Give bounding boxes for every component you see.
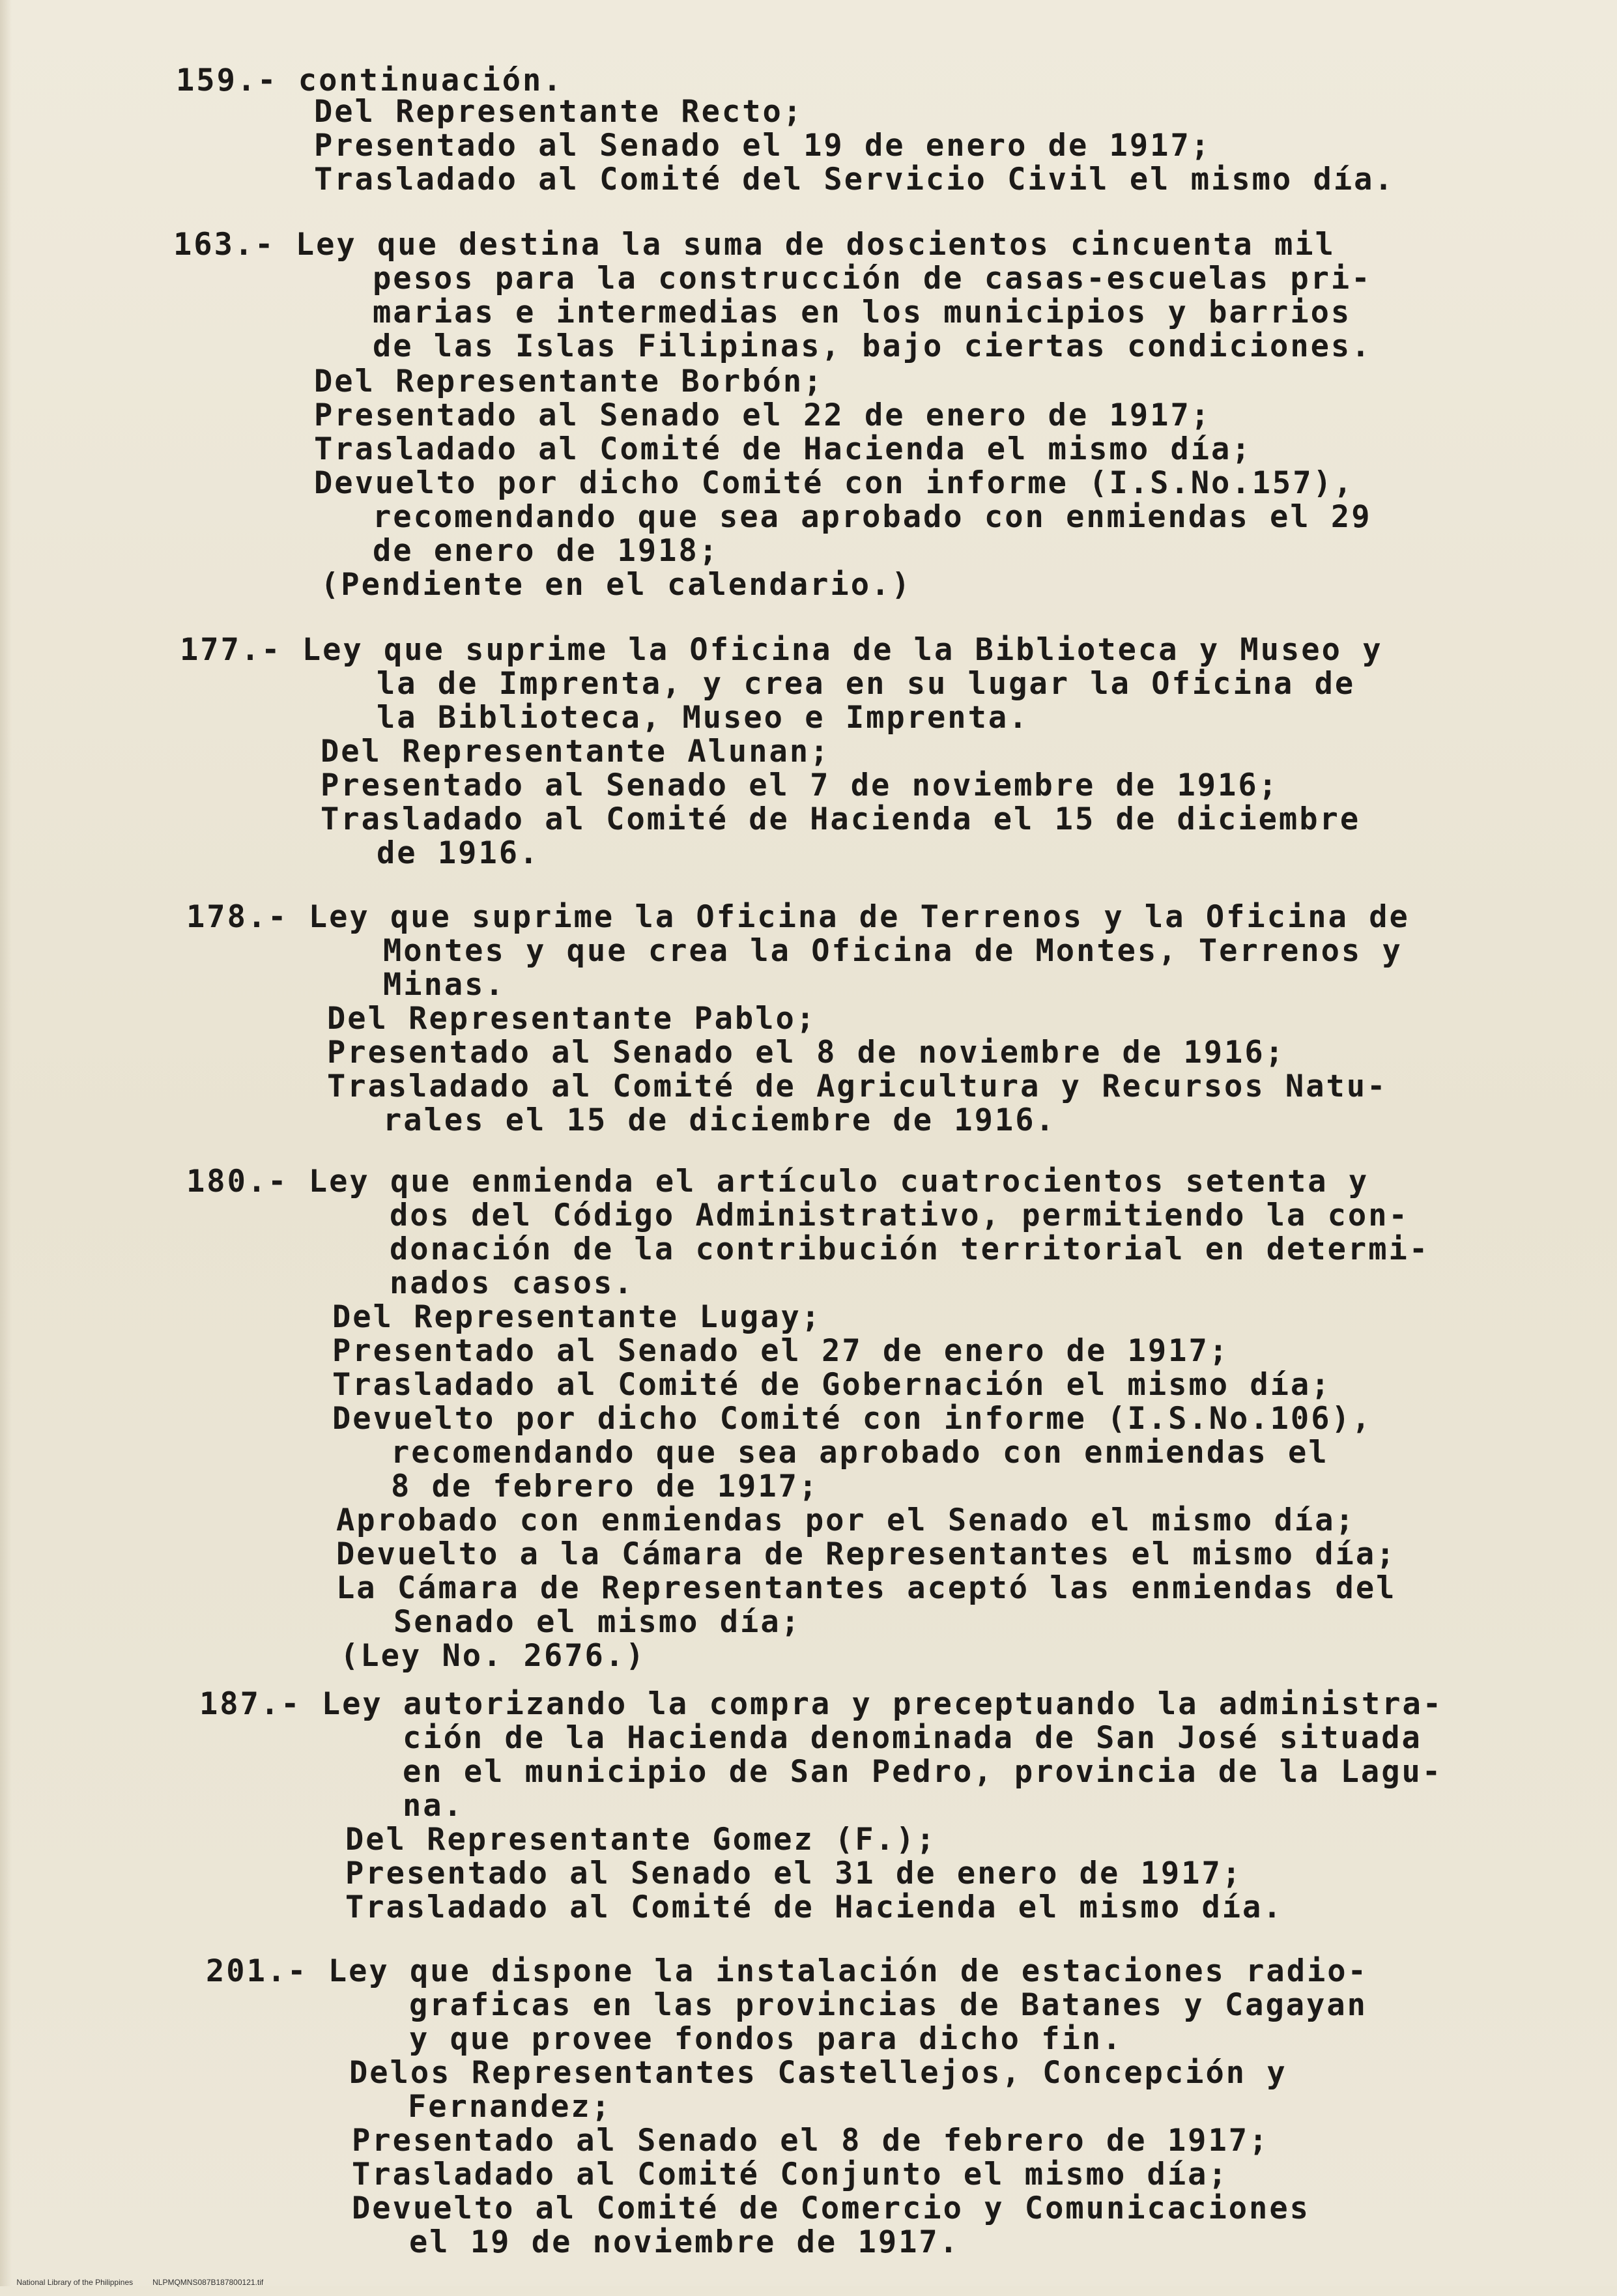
entry-line: Devuelto por dicho Comité con informe (I.S.No.157), xyxy=(314,465,1354,501)
entry-line: de las Islas Filipinas, bajo ciertas condiciones. xyxy=(373,328,1372,364)
entry-line: y que provee fondos para dicho fin. xyxy=(409,2021,1123,2057)
entry-line: 177.- Ley que suprime la Oficina de la Biblioteca y Museo y xyxy=(180,632,1383,668)
page-edge-shadow xyxy=(0,0,12,2286)
entry-line: Senado el mismo día; xyxy=(394,1604,801,1640)
entry-line: (Pendiente en el calendario.) xyxy=(321,567,912,603)
entry-line: 201.- Ley que dispone la instalación de estaciones radio- xyxy=(206,1953,1368,1989)
entry-line: 180.- Ley que enmienda el artículo cuatrocientos setenta y xyxy=(186,1164,1369,1199)
entry-line: 8 de febrero de 1917; xyxy=(391,1469,820,1504)
entry-line: 178.- Ley que suprime la Oficina de Terrenos y la Oficina de xyxy=(186,899,1410,935)
entry-line: Presentado al Senado el 8 de febrero de 1917; xyxy=(352,2123,1270,2159)
entry-line: donación de la contribución territorial en determi- xyxy=(390,1231,1430,1267)
entry-line: Fernandez; xyxy=(408,2089,612,2125)
entry-line: 187.- Ley autorizando la compra y preceptuando la administra- xyxy=(199,1686,1444,1722)
entry-line: ción de la Hacienda denominada de San José situada xyxy=(403,1720,1422,1756)
entry-line: Devuelto a la Cámara de Representantes el mismo día; xyxy=(336,1536,1397,1572)
entry-line: Del Representante Pablo; xyxy=(327,1001,817,1037)
entry-line: Presentado al Senado el 19 de enero de 1917; xyxy=(314,128,1212,164)
entry-line: Presentado al Senado el 8 de noviembre de 1916; xyxy=(327,1035,1285,1070)
scan-footer xyxy=(8,2269,283,2296)
entry-line: la Biblioteca, Museo e Imprenta. xyxy=(377,700,1029,736)
entry-line: pesos para la construcción de casas-escuelas pri- xyxy=(373,261,1372,296)
entry-line: Delos Representantes Castellejos, Concepción y xyxy=(349,2055,1287,2091)
entry-line: Del Representante Lugay; xyxy=(332,1299,822,1335)
entry-line: Presentado al Senado el 7 de noviembre de 1916; xyxy=(321,768,1279,803)
entry-line: Trasladado al Comité del Servicio Civil el mismo día. xyxy=(314,162,1395,197)
entry-line: recomendando que sea aprobado con enmiendas el 29 xyxy=(373,499,1372,535)
entry-line: Devuelto por dicho Comité con informe (I.S.No.106), xyxy=(332,1401,1373,1437)
entry-line: Presentado al Senado el 27 de enero de 1917; xyxy=(332,1333,1230,1369)
entry-line: Devuelto al Comité de Comercio y Comunicaciones xyxy=(352,2190,1310,2226)
entry-line: de enero de 1918; xyxy=(373,533,720,569)
footer-library: National Library of the Philippines xyxy=(16,2278,134,2287)
entry-line: Trasladado al Comité Conjunto el mismo día; xyxy=(352,2157,1229,2192)
entry-line: graficas en las provincias de Batanes y Cagayan xyxy=(409,1987,1367,2023)
entry-line: de 1916. xyxy=(377,835,540,871)
entry-line: Trasladado al Comité de Gobernación el mismo día; xyxy=(332,1367,1332,1403)
entry-line: Del Representante Alunan; xyxy=(321,734,831,769)
entry-line: Del Representante Borbón; xyxy=(314,364,824,399)
entry-line: 163.- Ley que destina la suma de doscientos cincuenta mil xyxy=(173,227,1336,263)
footer-file-id: NLPMQMNS087B187800121.tif xyxy=(152,2278,264,2287)
entry-line: el 19 de noviembre de 1917. xyxy=(409,2224,960,2260)
entry-line: Montes y que crea la Oficina de Montes, Terrenos y xyxy=(383,933,1403,969)
entry-line: Presentado al Senado el 22 de enero de 1917; xyxy=(314,397,1212,433)
entry-line: Trasladado al Comité de Hacienda el mismo día. xyxy=(345,1889,1283,1925)
entry-line: dos del Código Administrativo, permitiendo la con- xyxy=(390,1198,1409,1233)
entry-line: Aprobado con enmiendas por el Senado el mismo día; xyxy=(336,1502,1356,1538)
entry-line: Trasladado al Comité de Hacienda el 15 de diciembre xyxy=(321,801,1361,837)
entry-line: la de Imprenta, y crea en su lugar la Oficina de xyxy=(377,666,1356,702)
entry-line: en el municipio de San Pedro, provincia de la Lagu- xyxy=(403,1754,1443,1790)
entry-line: recomendando que sea aprobado con enmiendas el xyxy=(391,1435,1329,1471)
entry-line: Del Representante Gomez (F.); xyxy=(345,1822,937,1858)
entry-line: 159.- continuación. xyxy=(176,63,564,98)
entry-line: Presentado al Senado el 31 de enero de 1917; xyxy=(345,1856,1243,1891)
entry-line: rales el 15 de diciembre de 1916. xyxy=(383,1102,1056,1138)
entry-line: Trasladado al Comité de Agricultura y Recursos Natu- xyxy=(327,1069,1388,1104)
entry-line: nados casos. xyxy=(390,1265,635,1301)
entry-line: na. xyxy=(403,1788,464,1824)
entry-line: (Ley No. 2676.) xyxy=(340,1638,646,1674)
entry-line: Trasladado al Comité de Hacienda el mismo día; xyxy=(314,431,1252,467)
entry-line: marias e intermedias en los municipios y barrios xyxy=(373,294,1352,330)
entry-line: Del Representante Recto; xyxy=(314,94,804,130)
entry-line: Minas. xyxy=(383,967,506,1003)
entry-line: La Cámara de Representantes aceptó las enmiendas del xyxy=(336,1570,1397,1606)
